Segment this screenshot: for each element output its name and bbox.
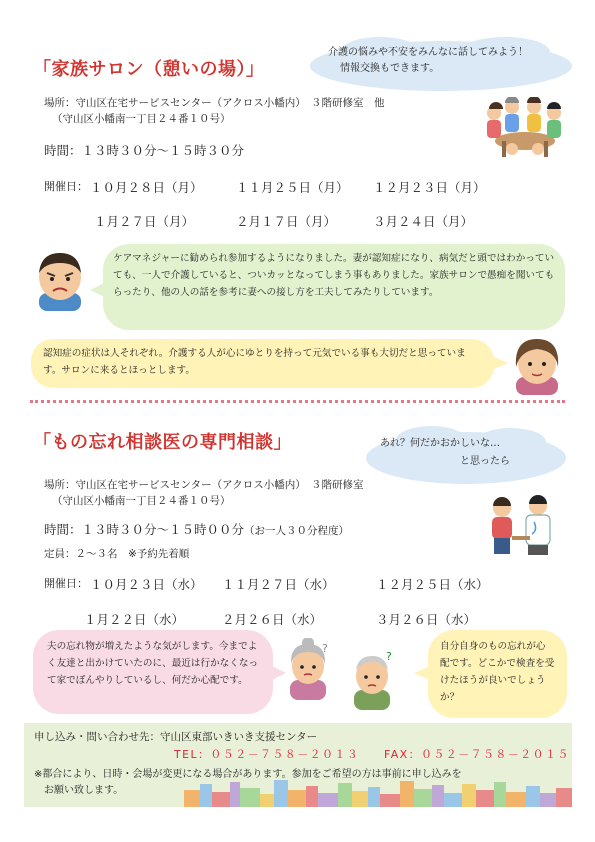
- contact-fax: FAX：０５２－７５８－２０１５: [384, 748, 570, 761]
- consult-date-6: ３月２６日（水）: [376, 612, 477, 627]
- salon-place-line2: （守山区小幡南一丁目２４番１０号）: [52, 113, 231, 125]
- salon-date-2: １１月２５日（月）: [236, 180, 349, 195]
- salon-date-1: １０月２８日（月）: [90, 180, 203, 195]
- group-meeting-illustration: [482, 97, 568, 161]
- salon-date-3: １２月２３日（月）: [373, 180, 486, 195]
- consult-time-main: 時間：１３時３０分～１５時００分: [44, 522, 245, 537]
- contact-label: 申し込み・問い合わせ先：守山区東部いきいき支援センター: [34, 731, 318, 743]
- consult-date-1: １０月２３日（水）: [90, 577, 203, 592]
- consult-date-3: １２月２５日（水）: [376, 577, 489, 592]
- bubble-tail: [492, 356, 508, 370]
- consult-bubble-left: [33, 630, 273, 714]
- salon-dates-label: 開催日：: [44, 180, 88, 193]
- svg-text:?: ?: [322, 642, 328, 655]
- consult-bubble-left-text: 夫の忘れ物が増えたような気がします。今までよく友達と出かけていたのに、最近は行かなくなって家でぼんやりしているし、何だか心配です。: [47, 641, 259, 686]
- doctor-consultation-illustration: [484, 492, 558, 558]
- consult-date-2: １１月２７日（水）: [222, 577, 335, 592]
- contact-tel: TEL：０５２－７５８－２０１３: [174, 748, 360, 761]
- salon-cloud-line2: 情報交換もできます。: [340, 63, 440, 74]
- salon-testimonial-1-text: ケアマネジャーに勧められ参加するようになりました。妻が認知症になり、病気だと頭ではわかっていても、一人で介護していると、ついカッとなってしまう事もありました。家族サロンで愚痴を聞いてもらったり、他の人の話を参考に妻への接し方を工夫してみたりしています。: [113, 253, 555, 298]
- consult-bubble-right-text: 自分自身のもの忘れが心配です。どこかで検査を受けたほうが良いでしょうか？: [440, 641, 555, 703]
- bubble-tail: [90, 282, 106, 298]
- salon-date-4: １月２７日（月）: [94, 214, 195, 229]
- consult-capacity: 定員：２～３名 ※予約先着順: [44, 548, 190, 560]
- salon-cloud: [310, 37, 572, 93]
- salon-date-5: ２月１７日（月）: [236, 214, 337, 229]
- consult-date-5: ２月２６日（水）: [222, 612, 323, 627]
- salon-time: 時間：１３時３０分～１５時３０分: [44, 143, 245, 158]
- caregiver-woman-icon: [508, 333, 566, 395]
- salon-date-6: ３月２４日（月）: [373, 214, 474, 229]
- salon-testimonial-2: [31, 339, 494, 388]
- consult-cloud: [366, 426, 566, 488]
- salon-cloud-line1: 介護の悩みや不安をみんなに話してみよう！: [328, 47, 528, 58]
- salon-title: 「家族サロン（憩いの場）」: [33, 59, 265, 80]
- consult-cloud-line1: あれ？何だかおかしいな…: [380, 438, 500, 449]
- consult-title: 「もの忘れ相談医の専門相談」: [33, 432, 292, 453]
- salon-testimonial-2-text: 認知症の症状は人それぞれ。介護する人が心にゆとりを持って元気でいる事も大切だと思っています。サロンに来るとほっとします。: [43, 348, 466, 376]
- contact-note-line2: お願い致します。: [44, 785, 124, 796]
- consult-dates-label: 開催日：: [44, 577, 88, 590]
- cityscape-illustration: [184, 778, 572, 807]
- consult-place-line2: （守山区小幡南一丁目２４番１０号）: [52, 495, 231, 507]
- svg-text:?: ?: [386, 650, 392, 663]
- elderly-man-icon: [346, 648, 398, 710]
- consult-place-line1: 場所：守山区在宅サービスセンター（アクロス小幡内） ３階研修室: [44, 479, 364, 491]
- consult-time: [44, 520, 349, 538]
- consult-date-4: １月２２日（水）: [84, 612, 185, 627]
- consult-cloud-line2: と思ったら: [460, 456, 510, 467]
- section-divider: [30, 400, 565, 403]
- salon-testimonial-1: [103, 244, 565, 330]
- elderly-woman-icon: [284, 638, 332, 700]
- contact-note-line1: ※都合により、日時・会場が変更になる場合があります。参加をご希望の方は事前に申し込みを: [34, 769, 462, 780]
- husband-icon: [31, 249, 89, 311]
- consult-time-note: （お一人３０分程度）: [244, 525, 350, 537]
- consult-bubble-right: [428, 630, 567, 718]
- salon-place-line1: 場所：守山区在宅サービスセンター（アクロス小幡内） ３階研修室 他: [44, 97, 385, 109]
